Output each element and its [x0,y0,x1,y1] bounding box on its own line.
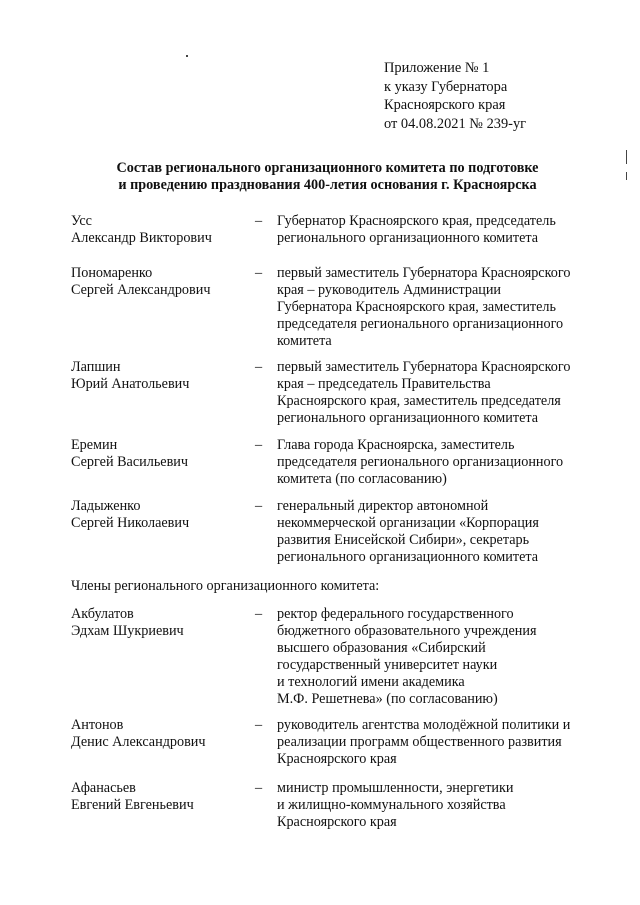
role-line: комитета (по согласованию) [277,471,447,487]
role-line: Красноярского края [277,751,397,767]
role-line: Глава города Красноярска, заместитель [277,437,515,453]
appendix-header [384,59,526,133]
member-name [71,717,246,751]
role-line: Губернатор Красноярского края, председатель [277,213,556,229]
member-surname: Антонов [71,717,124,733]
role-line: регионального организационного комитета [277,410,539,426]
dash-separator: – [255,498,263,514]
role-line: Красноярского края [277,814,397,830]
member-surname: Пономаренко [71,265,153,281]
member-role [277,213,597,247]
role-line: края – руководитель Администрации [277,282,502,298]
role-line: первый заместитель Губернатора Красноярского [277,265,571,281]
member-given-name: Сергей Александрович [71,282,211,298]
member-surname: Еремин [71,437,118,453]
member-name [71,498,246,532]
scan-artifact [626,150,627,164]
member-role [277,498,597,566]
role-line: руководитель агентства молодёжной политики и [277,717,571,733]
member-surname: Афанасьев [71,780,136,796]
member-surname: Акбулатов [71,606,134,622]
title-line: Состав регионального организационного комитета по подготовке [116,160,539,176]
member-name [71,437,246,471]
member-name [71,359,246,393]
member-given-name: Юрий Анатольевич [71,376,190,392]
dash-separator: – [255,265,263,281]
role-line: реализации программ общественного развития [277,734,562,750]
member-name [71,780,246,814]
role-line: развития Енисейской Сибири», секретарь [277,532,530,548]
member-given-name: Александр Викторович [71,230,212,246]
role-line: государственный университет науки [277,657,498,673]
role-line: и технологий имени академика [277,674,465,690]
role-line: министр промышленности, энергетики [277,780,514,796]
role-line: М.Ф. Решетнева» (по согласованию) [277,691,498,707]
role-line: некоммерческой организации «Корпорация [277,515,539,531]
dash-separator: – [255,606,263,622]
dash-separator: – [255,717,263,733]
role-line: края – председатель Правительства [277,376,491,392]
member-given-name: Сергей Васильевич [71,454,189,470]
scan-artifact [186,55,188,57]
title-line: и проведению празднования 400-летия основания г. Красноярска [118,177,537,193]
member-role [277,265,597,350]
dash-separator: – [255,213,263,229]
appendix-line: к указу Губернатора [384,78,508,95]
member-given-name: Евгений Евгеньевич [71,797,194,813]
role-line: первый заместитель Губернатора Красноярского [277,359,571,375]
member-role [277,606,597,708]
dash-separator: – [255,437,263,453]
dash-separator: – [255,359,263,375]
member-name [71,606,246,640]
member-name [71,265,246,299]
appendix-line: от 04.08.2021 № 239-уг [384,115,527,132]
member-name [71,213,246,247]
appendix-line: Красноярского края [384,97,506,113]
members-heading: Члены регионального организационного комитета: [71,578,380,594]
member-surname: Лапшин [71,359,121,375]
role-line: регионального организационного комитета [277,230,539,246]
role-line: ректор федерального государственного [277,606,514,622]
role-line: Губернатора Красноярского края, заместитель [277,299,556,315]
member-role [277,437,597,488]
member-role [277,359,597,427]
document-title [40,160,615,194]
role-line: комитета [277,333,332,349]
member-given-name: Эдхам Шукриевич [71,623,184,639]
appendix-line: Приложение № 1 [384,60,490,76]
role-line: Красноярского края, заместитель председателя [277,393,561,409]
member-role [277,780,597,831]
member-given-name: Сергей Николаевич [71,515,190,531]
member-surname: Ладыженко [71,498,141,514]
role-line: и жилищно-коммунального хозяйства [277,797,506,813]
role-line: регионального организационного комитета [277,549,539,565]
member-role [277,717,597,768]
dash-separator: – [255,780,263,796]
role-line: бюджетного образовательного учреждения [277,623,537,639]
role-line: председателя регионального организационного [277,454,564,470]
member-given-name: Денис Александрович [71,734,206,750]
scan-artifact [626,172,627,180]
role-line: высшего образования «Сибирский [277,640,486,656]
role-line: председателя регионального организационного [277,316,564,332]
member-surname: Усс [71,213,92,229]
role-line: генеральный директор автономной [277,498,489,514]
